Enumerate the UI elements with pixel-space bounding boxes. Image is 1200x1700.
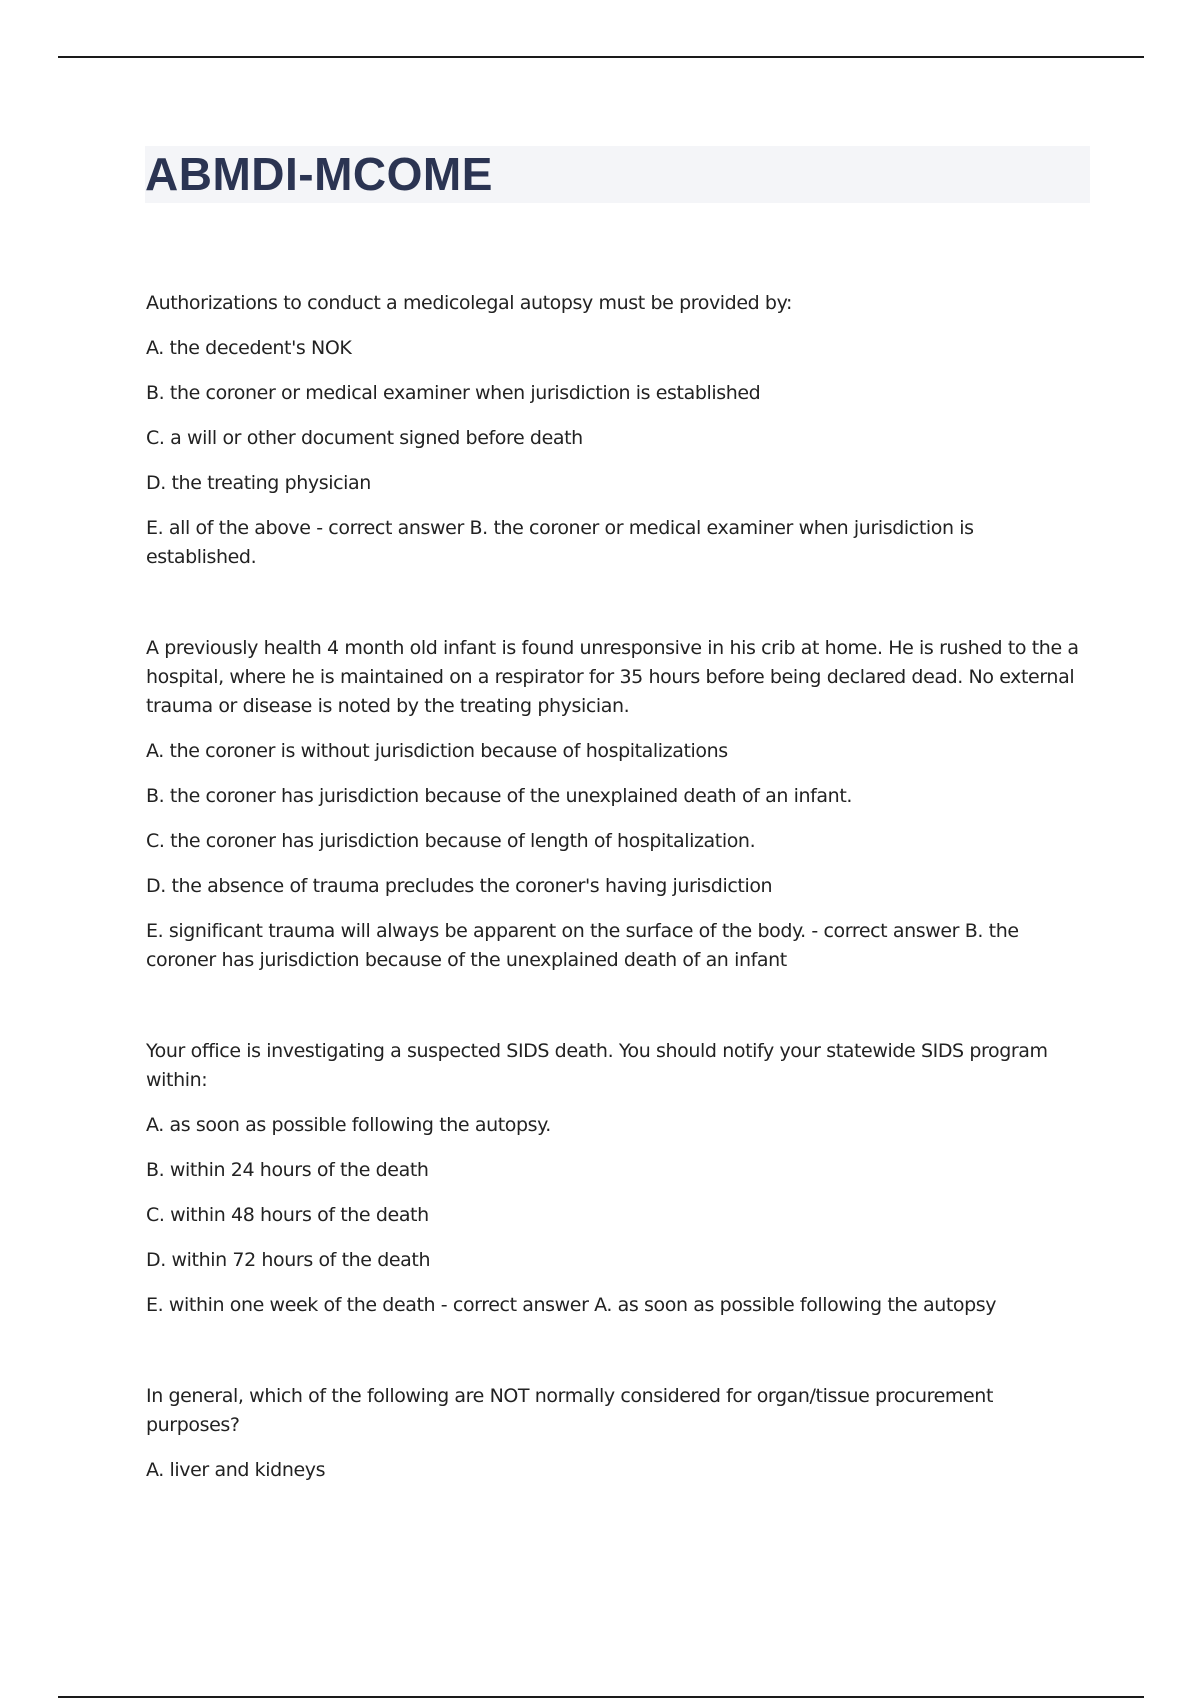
answer-option: D. the absence of trauma precludes the coroner's having jurisdiction bbox=[146, 875, 773, 897]
answer-option: B. the coroner or medical examiner when jurisdiction is established bbox=[146, 382, 761, 404]
answer-option: D. the treating physician bbox=[146, 472, 371, 494]
answer-option: E. all of the above - correct answer B. the coroner or medical examiner when jurisdiction is established. bbox=[146, 517, 974, 568]
answer-option: B. the coroner has jurisdiction because of the unexplained death of an infant. bbox=[146, 785, 853, 807]
top-rule bbox=[58, 56, 1144, 58]
answer-option: A. liver and kidneys bbox=[146, 1459, 326, 1481]
answer-option: C. the coroner has jurisdiction because of length of hospitalization. bbox=[146, 830, 756, 852]
answer-option: C. a will or other document signed before death bbox=[146, 427, 583, 449]
answer-option: B. within 24 hours of the death bbox=[146, 1159, 429, 1181]
document-body bbox=[146, 289, 1086, 1485]
answer-option: A. the decedent's NOK bbox=[146, 337, 352, 359]
question-prompt: A previously health 4 month old infant is found unresponsive in his crib at home. He is rushed to the a hospital, where he is maintained on a respirator for 35 hours before being declared dead. No external trauma or disease is noted by the treating physician. bbox=[146, 637, 1079, 717]
question-block bbox=[146, 1037, 1086, 1320]
question-prompt: In general, which of the following are NOT normally considered for organ/tissue procurement purposes? bbox=[146, 1385, 993, 1436]
bottom-rule bbox=[58, 1696, 1144, 1698]
answer-option: E. within one week of the death - correct answer A. as soon as possible following the autopsy bbox=[146, 1294, 997, 1316]
question-block bbox=[146, 634, 1086, 975]
question-prompt: Your office is investigating a suspected SIDS death. You should notify your statewide SIDS program within: bbox=[146, 1040, 1048, 1091]
answer-option: E. significant trauma will always be apparent on the surface of the body. - correct answer B. the coroner has jurisdiction because of the unexplained death of an infant bbox=[146, 920, 1019, 971]
answer-option: A. as soon as possible following the autopsy. bbox=[146, 1114, 551, 1136]
answer-option: D. within 72 hours of the death bbox=[146, 1249, 431, 1271]
document-title: ABMDI-MCOME bbox=[145, 148, 493, 200]
question-block bbox=[146, 289, 1086, 572]
answer-option: A. the coroner is without jurisdiction because of hospitalizations bbox=[146, 740, 728, 762]
question-prompt: Authorizations to conduct a medicolegal autopsy must be provided by: bbox=[146, 292, 793, 314]
question-block bbox=[146, 1382, 1086, 1485]
answer-option: C. within 48 hours of the death bbox=[146, 1204, 429, 1226]
